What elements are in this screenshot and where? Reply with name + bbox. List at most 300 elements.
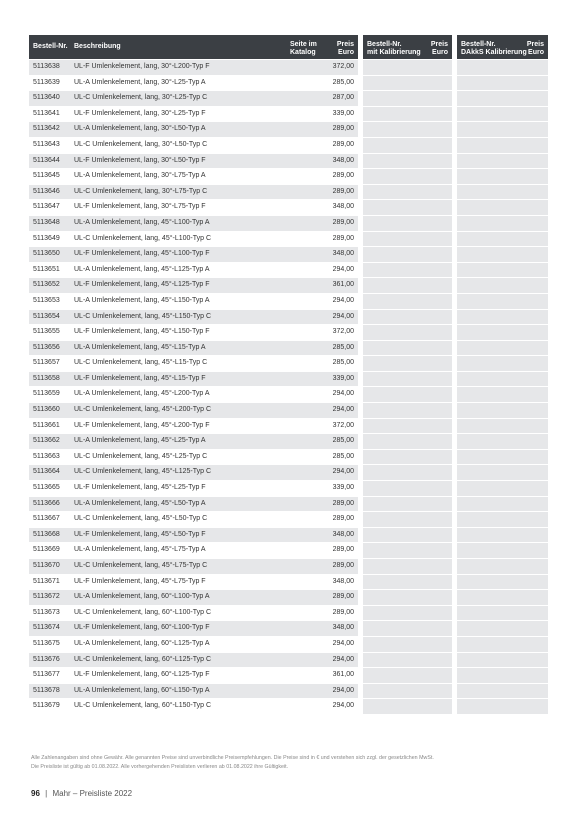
preis: 289,00 [332,234,354,242]
table-row-main-cell [29,154,358,169]
beschreibung: UL-C Umlenkelement, lang, 60°-L125-Typ C [74,655,212,663]
bestell-nr: 5113661 [33,421,60,429]
table-row-main-cell [29,637,358,652]
dakks-cell [457,637,548,652]
dakks-cell [457,138,548,153]
table-row-main-cell [29,621,358,636]
beschreibung: UL-F Umlenkelement, lang, 30°-L75-Typ F [74,203,206,211]
kalibrierung-cell [363,637,452,652]
preis: 289,00 [332,140,354,148]
table-row [29,403,548,419]
table-row [29,497,548,513]
table-row-main-cell [29,543,358,558]
beschreibung: UL-F Umlenkelement, lang, 45°-L25-Typ F [74,484,206,492]
bestell-nr: 5113673 [33,608,60,616]
preis: 289,00 [332,218,354,226]
table-row [29,621,548,637]
bestell-nr: 5113671 [33,577,60,585]
preis: 372,00 [332,63,354,70]
kalibrierung-cell [363,247,452,262]
bestell-nr: 5113652 [33,281,60,289]
table-row [29,387,548,403]
beschreibung: UL-C Umlenkelement, lang, 45°-L15-Typ C [74,359,208,367]
preis: 361,00 [332,281,354,289]
kalibrierung-cell [363,200,452,215]
table-row-main-cell [29,372,358,387]
table-row [29,543,548,559]
table-row [29,434,548,450]
table-row-main-cell [29,653,358,668]
table-row [29,91,548,107]
kalibrierung-cell [363,122,452,137]
preis: 285,00 [332,437,354,445]
preis: 289,00 [332,125,354,133]
beschreibung: UL-C Umlenkelement, lang, 45°-L75-Typ C [74,562,208,569]
kalibrierung-cell [363,325,452,340]
table-row [29,356,548,372]
dakks-cell [457,668,548,683]
table-row [29,169,548,185]
table-row-main-cell [29,185,358,200]
bestell-nr: 5113676 [33,655,60,663]
beschreibung: UL-F Umlenkelement, lang, 45°-L150-Typ F [74,328,210,336]
preis: 289,00 [332,546,354,554]
table-row-main-cell [29,528,358,543]
beschreibung: UL-A Umlenkelement, lang, 45°-L75-Typ A [74,546,206,554]
table-row-main-cell [29,107,358,122]
beschreibung: UL-C Umlenkelement, lang, 45°-L25-Typ C [74,452,208,460]
kalibrierung-cell [363,606,452,621]
beschreibung: UL-A Umlenkelement, lang, 60°-L100-Typ A [74,593,210,601]
beschreibung: UL-F Umlenkelement, lang, 45°-L15-Typ F [74,374,206,382]
page-number: 96 [31,789,40,798]
table-row [29,200,548,216]
table-row [29,216,548,232]
kalibrierung-cell [363,294,452,309]
bestell-nr: 5113672 [33,593,60,601]
table-row-main-cell [29,699,358,714]
kalibrierung-cell [363,216,452,231]
table-row [29,76,548,92]
beschreibung: UL-C Umlenkelement, lang, 30°-L25-Typ C [74,94,208,102]
beschreibung: UL-F Umlenkelement, lang, 30°-L50-Typ F [74,156,206,164]
table-row [29,528,548,544]
table-row-main-cell [29,575,358,590]
table-row [29,481,548,497]
preis: 289,00 [332,515,354,523]
preis: 361,00 [332,671,354,679]
footnote-line-1: Alle Zahlenangaben sind ohne Gewähr. Alle genannten Preise sind unverbindliche Preisempfehlungen. Die Preise sind in € und verstehen sich zzgl. der gesetzlichen MwSt. [31,755,434,761]
preis: 372,00 [332,328,354,336]
preis: 289,00 [332,608,354,616]
dakks-cell [457,60,548,75]
table-row [29,232,548,248]
preis: 348,00 [332,624,354,632]
kalibrierung-cell [363,497,452,512]
table-header-dakks [457,35,548,59]
beschreibung: UL-A Umlenkelement, lang, 45°-L125-Typ A [74,265,210,273]
table-row-main-cell [29,356,358,371]
table-row-main-cell [29,387,358,402]
beschreibung: UL-F Umlenkelement, lang, 60°-L100-Typ F [74,624,210,632]
dakks-cell [457,699,548,714]
table-row [29,247,548,263]
bestell-nr: 5113657 [33,359,60,367]
beschreibung: UL-C Umlenkelement, lang, 45°-L50-Typ C [74,515,208,523]
bestell-nr: 5113666 [33,499,60,507]
bestell-nr: 5113649 [33,234,60,242]
bestell-nr: 5113640 [33,94,60,102]
table-row-main-cell [29,91,358,106]
dakks-cell [457,122,548,137]
kalibrierung-cell [363,434,452,449]
table-row-main-cell [29,138,358,153]
bestell-nr: 5113646 [33,187,60,195]
kalibrierung-cell [363,512,452,527]
header-bestell-nr: Bestell-Nr. [33,43,68,50]
price-table-body [29,60,548,715]
kalibrierung-cell [363,154,452,169]
beschreibung: UL-C Umlenkelement, lang, 45°-L200-Typ C [74,406,212,414]
table-row [29,668,548,684]
dakks-cell [457,232,548,247]
kalibrierung-cell [363,590,452,605]
preis: 294,00 [332,655,354,663]
table-row-main-cell [29,668,358,683]
dakks-cell [457,107,548,122]
beschreibung: UL-A Umlenkelement, lang, 45°-L50-Typ A [74,499,206,507]
kalibrierung-cell [363,653,452,668]
table-row-main-cell [29,278,358,293]
table-row-main-cell [29,294,358,309]
kalibrierung-cell [363,107,452,122]
kalibrierung-cell [363,232,452,247]
table-row [29,637,548,653]
bestell-nr: 5113641 [33,109,60,117]
dakks-cell [457,465,548,480]
table-row [29,684,548,700]
preis: 294,00 [332,702,354,710]
bestell-nr: 5113662 [33,437,60,445]
table-row [29,263,548,279]
dakks-cell [457,372,548,387]
kalibrierung-cell [363,185,452,200]
preis: 339,00 [332,484,354,492]
kalibrierung-cell [363,310,452,325]
bestell-nr: 5113648 [33,218,60,226]
table-row [29,590,548,606]
bestell-nr: 5113665 [33,484,60,492]
preis: 348,00 [332,250,354,258]
kalibrierung-cell [363,278,452,293]
dakks-cell [457,216,548,231]
preis: 289,00 [332,187,354,195]
dakks-cell [457,450,548,465]
dakks-cell [457,247,548,262]
dakks-cell [457,575,548,590]
preis: 294,00 [332,406,354,414]
preis: 285,00 [332,78,354,86]
header-kalibrierung-preis: Preis Euro [430,41,448,56]
bestell-nr: 5113656 [33,343,60,351]
page-footer [31,789,132,798]
bestell-nr: 5113669 [33,546,60,554]
table-row [29,325,548,341]
table-row [29,606,548,622]
table-row-main-cell [29,60,358,75]
table-row-main-cell [29,200,358,215]
dakks-cell [457,481,548,496]
kalibrierung-cell [363,138,452,153]
kalibrierung-cell [363,543,452,558]
beschreibung: UL-C Umlenkelement, lang, 45°-L150-Typ C [74,312,212,320]
table-row-main-cell [29,216,358,231]
beschreibung: UL-F Umlenkelement, lang, 45°-L75-Typ F [74,577,206,585]
kalibrierung-cell [363,169,452,184]
bestell-nr: 5113670 [33,562,60,569]
preis: 348,00 [332,156,354,164]
dakks-cell [457,543,548,558]
preis: 339,00 [332,374,354,382]
table-row-main-cell [29,76,358,91]
beschreibung: UL-F Umlenkelement, lang, 45°-L200-Typ F [74,421,210,429]
header-dakks-preis: Preis Euro [526,41,544,56]
bestell-nr: 5113642 [33,125,60,133]
table-row-main-cell [29,341,358,356]
preis: 285,00 [332,452,354,460]
bestell-nr: 5113653 [33,296,60,304]
beschreibung: UL-C Umlenkelement, lang, 60°-L150-Typ C [74,702,212,710]
kalibrierung-cell [363,621,452,636]
header-bestell-nr-dakks: Bestell-Nr. DAkkS Kalibrierung [461,41,527,56]
preis: 285,00 [332,359,354,367]
beschreibung: UL-A Umlenkelement, lang, 45°-L25-Typ A [74,437,206,445]
dakks-cell [457,154,548,169]
dakks-cell [457,278,548,293]
footer-title: Mahr – Preisliste 2022 [52,789,133,798]
beschreibung: UL-F Umlenkelement, lang, 30°-L200-Typ F [74,63,210,70]
table-row [29,185,548,201]
table-row-main-cell [29,247,358,262]
dakks-cell [457,653,548,668]
beschreibung: UL-C Umlenkelement, lang, 30°-L50-Typ C [74,140,208,148]
preis: 294,00 [332,639,354,647]
bestell-nr: 5113645 [33,172,60,180]
bestell-nr: 5113643 [33,140,60,148]
dakks-cell [457,606,548,621]
dakks-cell [457,200,548,215]
table-row-main-cell [29,263,358,278]
beschreibung: UL-A Umlenkelement, lang, 45°-L200-Typ A [74,390,210,398]
beschreibung: UL-C Umlenkelement, lang, 60°-L100-Typ C [74,608,212,616]
footnote [31,754,551,772]
kalibrierung-cell [363,403,452,418]
table-row-main-cell [29,481,358,496]
dakks-cell [457,325,548,340]
table-row [29,419,548,435]
dakks-cell [457,169,548,184]
table-row [29,122,548,138]
dakks-cell [457,403,548,418]
table-row-main-cell [29,450,358,465]
beschreibung: UL-C Umlenkelement, lang, 45°-L125-Typ C [74,468,212,476]
kalibrierung-cell [363,387,452,402]
table-header-main [29,35,358,59]
preis: 348,00 [332,203,354,211]
table-row [29,341,548,357]
bestell-nr: 5113679 [33,702,60,710]
preis: 294,00 [332,468,354,476]
preis: 294,00 [332,686,354,694]
table-row [29,699,548,715]
table-row [29,450,548,466]
header-seite-im-katalog: Seite im Katalog [290,41,317,56]
bestell-nr: 5113655 [33,328,60,336]
dakks-cell [457,497,548,512]
dakks-cell [457,434,548,449]
dakks-cell [457,76,548,91]
bestell-nr: 5113663 [33,452,60,460]
dakks-cell [457,91,548,106]
kalibrierung-cell [363,465,452,480]
bestell-nr: 5113658 [33,374,60,382]
table-row [29,512,548,528]
dakks-cell [457,294,548,309]
table-row-main-cell [29,325,358,340]
table-row-main-cell [29,559,358,574]
kalibrierung-cell [363,341,452,356]
dakks-cell [457,387,548,402]
table-row-main-cell [29,403,358,418]
preis: 348,00 [332,577,354,585]
table-row-main-cell [29,465,358,480]
table-row [29,154,548,170]
kalibrierung-cell [363,684,452,699]
dakks-cell [457,528,548,543]
beschreibung: UL-A Umlenkelement, lang, 45°-L15-Typ A [74,343,206,351]
preis: 285,00 [332,343,354,351]
table-row-main-cell [29,310,358,325]
kalibrierung-cell [363,481,452,496]
dakks-cell [457,310,548,325]
table-row [29,60,548,76]
kalibrierung-cell [363,263,452,278]
table-row [29,653,548,669]
preis: 372,00 [332,421,354,429]
bestell-nr: 5113664 [33,468,60,476]
table-row [29,310,548,326]
bestell-nr: 5113650 [33,250,60,258]
bestell-nr: 5113674 [33,624,60,632]
preis: 339,00 [332,109,354,117]
beschreibung: UL-A Umlenkelement, lang, 45°-L100-Typ A [74,218,210,226]
beschreibung: UL-F Umlenkelement, lang, 30°-L25-Typ F [74,109,206,117]
table-header-kalibrierung [363,35,452,59]
table-row [29,138,548,154]
dakks-cell [457,621,548,636]
table-row-main-cell [29,122,358,137]
beschreibung: UL-C Umlenkelement, lang, 45°-L100-Typ C [74,234,212,242]
bestell-nr: 5113639 [33,78,60,86]
beschreibung: UL-F Umlenkelement, lang, 45°-L100-Typ F [74,250,210,258]
kalibrierung-cell [363,60,452,75]
footnote-line-2: Die Preisliste ist gültig ab 01.08.2022. Alle vorhergehenden Preislisten verlieren ab 01.08.2022 ihre Gültigkeit. [31,764,289,770]
kalibrierung-cell [363,356,452,371]
table-row-main-cell [29,497,358,512]
kalibrierung-cell [363,419,452,434]
preis: 294,00 [332,390,354,398]
preis: 294,00 [332,265,354,273]
dakks-cell [457,512,548,527]
kalibrierung-cell [363,699,452,714]
beschreibung: UL-F Umlenkelement, lang, 45°-L125-Typ F [74,281,210,289]
preis: 348,00 [332,530,354,538]
kalibrierung-cell [363,668,452,683]
preis: 294,00 [332,296,354,304]
preis: 289,00 [332,562,354,569]
preis: 294,00 [332,312,354,320]
table-row-main-cell [29,606,358,621]
table-row-main-cell [29,232,358,247]
bestell-nr: 5113647 [33,203,60,211]
bestell-nr: 5113654 [33,312,60,320]
beschreibung: UL-F Umlenkelement, lang, 45°-L50-Typ F [74,530,206,538]
bestell-nr: 5113677 [33,671,60,679]
kalibrierung-cell [363,575,452,590]
table-row [29,575,548,591]
kalibrierung-cell [363,559,452,574]
table-row [29,465,548,481]
header-preis-euro: Preis Euro [336,41,354,56]
table-row-main-cell [29,590,358,605]
dakks-cell [457,590,548,605]
beschreibung: UL-A Umlenkelement, lang, 30°-L25-Typ A [74,78,206,86]
table-row [29,278,548,294]
bestell-nr: 5113667 [33,515,60,523]
bestell-nr: 5113659 [33,390,60,398]
header-bestell-nr-kalibrierung: Bestell-Nr. mit Kalibrierung [367,41,421,56]
bestell-nr: 5113660 [33,406,60,414]
beschreibung: UL-A Umlenkelement, lang, 60°-L150-Typ A [74,686,210,694]
table-row-main-cell [29,169,358,184]
preis: 289,00 [332,499,354,507]
beschreibung: UL-A Umlenkelement, lang, 45°-L150-Typ A [74,296,210,304]
beschreibung: UL-A Umlenkelement, lang, 60°-L125-Typ A [74,639,210,647]
preis: 289,00 [332,172,354,180]
table-row-main-cell [29,419,358,434]
beschreibung: UL-F Umlenkelement, lang, 60°-L125-Typ F [74,671,210,679]
dakks-cell [457,559,548,574]
preis: 287,00 [332,94,354,102]
table-row-main-cell [29,434,358,449]
dakks-cell [457,185,548,200]
table-row [29,294,548,310]
dakks-cell [457,684,548,699]
kalibrierung-cell [363,91,452,106]
table-row-main-cell [29,684,358,699]
dakks-cell [457,356,548,371]
kalibrierung-cell [363,76,452,91]
beschreibung: UL-A Umlenkelement, lang, 30°-L75-Typ A [74,172,206,180]
dakks-cell [457,341,548,356]
dakks-cell [457,419,548,434]
beschreibung: UL-C Umlenkelement, lang, 30°-L75-Typ C [74,187,208,195]
bestell-nr: 5113675 [33,639,60,647]
kalibrierung-cell [363,528,452,543]
header-beschreibung: Beschreibung [74,43,121,50]
bestell-nr: 5113678 [33,686,60,694]
bestell-nr: 5113668 [33,530,60,538]
